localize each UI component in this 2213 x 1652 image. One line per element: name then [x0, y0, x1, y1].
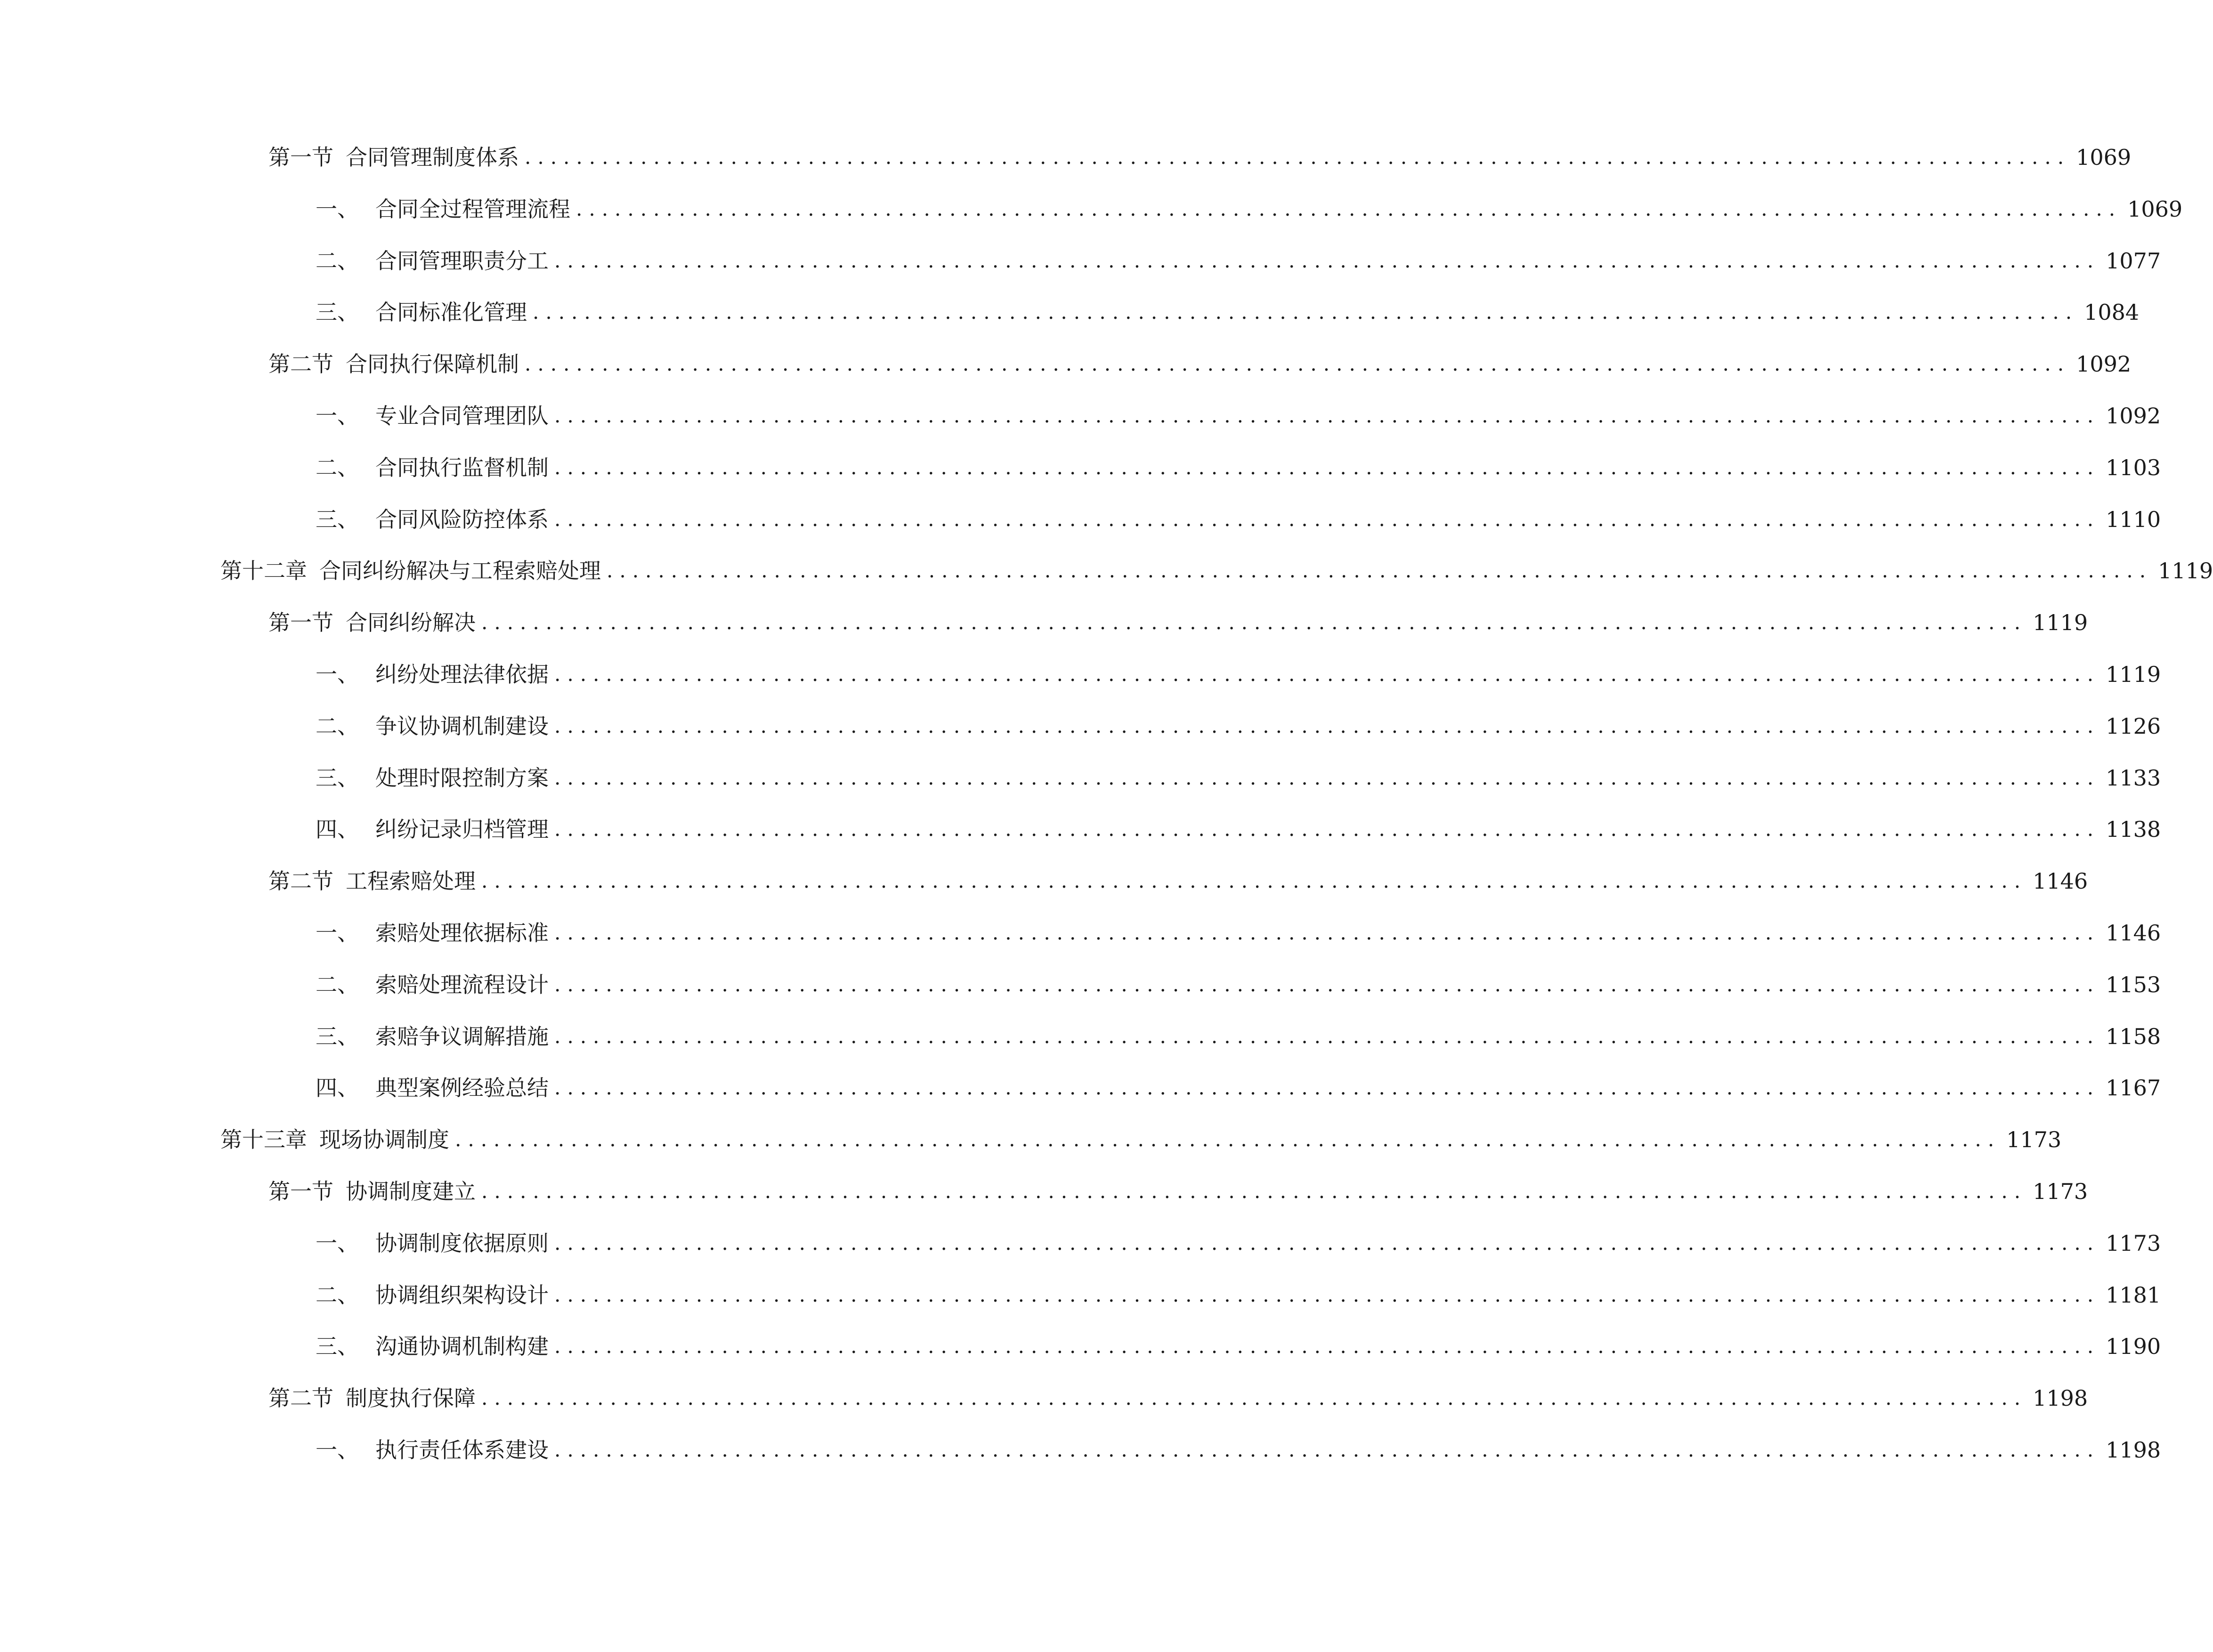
- toc-page-number: 1173: [2033, 1179, 2088, 1204]
- toc-dot-leader: ........................................................................................................................: [554, 663, 2100, 686]
- toc-entry-title: 纠纷记录归档管理: [375, 817, 549, 842]
- toc-entry-title: 专业合同管理团队: [375, 403, 549, 429]
- toc-entry-title: 合同全过程管理流程: [375, 196, 570, 222]
- toc-entry-title: 典型案例经验总结: [375, 1075, 549, 1101]
- toc-entry-number: 一、: [316, 662, 359, 687]
- toc-entry[interactable]: [316, 395, 2161, 437]
- toc-dot-leader: ........................................................................................................................: [554, 1076, 2100, 1100]
- toc-entry[interactable]: [268, 860, 2088, 902]
- toc-entry-number: 二、: [316, 972, 359, 997]
- toc-dot-leader: ........................................................................................................................: [554, 507, 2100, 531]
- toc-entry[interactable]: [316, 808, 2161, 850]
- toc-entry-title: 协调组织架构设计: [375, 1282, 549, 1308]
- toc-entry-number: 三、: [316, 1334, 359, 1360]
- toc-entry[interactable]: [316, 188, 2183, 230]
- toc-dot-leader: ........................................................................................................................: [554, 1438, 2100, 1461]
- toc-page-number: 1190: [2106, 1334, 2161, 1360]
- toc-entry-title: 纠纷处理法律依据: [375, 662, 549, 687]
- toc-page-number: 1181: [2106, 1282, 2161, 1308]
- toc-entry-title: 协调制度建立: [346, 1179, 476, 1204]
- toc-page-number: 1092: [2106, 403, 2161, 429]
- toc-entry-title: 沟通协调机制构建: [375, 1334, 549, 1360]
- toc-entry-number: 二、: [316, 248, 359, 274]
- toc-entry-title: 协调制度依据原则: [375, 1230, 549, 1256]
- toc-entry[interactable]: [316, 1067, 2161, 1109]
- toc-entry[interactable]: [316, 653, 2161, 696]
- toc-entry[interactable]: [316, 291, 2140, 333]
- toc-entry-title: 索赔争议调解措施: [375, 1023, 549, 1049]
- toc-dot-leader: ........................................................................................................................: [455, 1128, 2001, 1151]
- toc-page-number: 1092: [2076, 351, 2132, 377]
- toc-entry-title: 合同执行保障机制: [346, 351, 519, 377]
- toc-dot-leader: ........................................................................................................................: [554, 818, 2100, 841]
- toc-dot-leader: ........................................................................................................................: [554, 1231, 2100, 1255]
- toc-entry-title: 争议协调机制建设: [375, 713, 549, 739]
- toc-entry-number: 四、: [316, 1075, 359, 1101]
- toc-entry[interactable]: [268, 136, 2132, 178]
- toc-entry-title: 合同执行监督机制: [375, 454, 549, 480]
- toc-entry[interactable]: [316, 446, 2161, 489]
- toc-entry-number: 三、: [316, 765, 359, 791]
- toc-dot-leader: ........................................................................................................................: [554, 766, 2100, 789]
- toc-dot-leader: ........................................................................................................................: [481, 611, 2027, 634]
- toc-dot-leader: ........................................................................................................................: [554, 972, 2100, 996]
- toc-entry[interactable]: [316, 240, 2161, 282]
- toc-entry[interactable]: [316, 912, 2161, 954]
- toc-entry[interactable]: [316, 1325, 2161, 1368]
- toc-page-number: 1084: [2084, 300, 2140, 325]
- toc-dot-leader: ........................................................................................................................: [554, 1283, 2100, 1306]
- toc-entry[interactable]: [268, 601, 2088, 644]
- toc-page-number: 1198: [2106, 1437, 2161, 1463]
- toc-page-number: 1146: [2033, 868, 2088, 894]
- toc-entry-title: 制度执行保障: [346, 1385, 476, 1411]
- toc-entry-title: 合同标准化管理: [375, 300, 527, 325]
- toc-page-number: 1110: [2106, 506, 2161, 532]
- toc-dot-leader: ........................................................................................................................: [554, 921, 2100, 944]
- toc-entry-title: 索赔处理流程设计: [375, 972, 549, 997]
- toc-entry-title: 合同纠纷解决: [346, 610, 476, 636]
- toc-entry[interactable]: [220, 1118, 2062, 1161]
- toc-dot-leader: ........................................................................................................................: [525, 352, 2071, 376]
- toc-entry[interactable]: [268, 343, 2132, 385]
- toc-page-number: 1158: [2106, 1023, 2161, 1049]
- toc-page-number: 1119: [2106, 662, 2161, 687]
- toc-entry-number: 一、: [316, 196, 359, 222]
- toc-dot-leader: ........................................................................................................................: [481, 869, 2027, 893]
- toc-entry-title: 合同纠纷解决与工程索赔处理: [319, 558, 601, 584]
- toc-dot-leader: ........................................................................................................................: [481, 1386, 2027, 1410]
- toc-entry-number: 第二节: [268, 1385, 333, 1411]
- toc-page-number: 1146: [2106, 920, 2161, 946]
- toc-entry-number: 三、: [316, 506, 359, 532]
- toc-entry[interactable]: [316, 1429, 2161, 1471]
- toc-page-number: 1173: [2106, 1230, 2161, 1256]
- toc-entry-title: 合同管理制度体系: [346, 145, 519, 170]
- toc-entry[interactable]: [268, 1377, 2088, 1419]
- toc-dot-leader: ........................................................................................................................: [481, 1180, 2027, 1203]
- toc-entry-number: 第二节: [268, 351, 333, 377]
- toc-entry[interactable]: [316, 1015, 2161, 1058]
- toc-entry[interactable]: [316, 757, 2161, 799]
- toc-entry-number: 三、: [316, 1023, 359, 1049]
- toc-entry-number: 二、: [316, 454, 359, 480]
- toc-entry-number: 一、: [316, 403, 359, 429]
- toc-page-number: 1198: [2033, 1385, 2088, 1411]
- toc-page-number: 1153: [2106, 972, 2161, 997]
- toc-entry-number: 第一节: [268, 1179, 333, 1204]
- toc-dot-leader: ........................................................................................................................: [554, 249, 2100, 272]
- toc-dot-leader: ........................................................................................................................: [554, 1024, 2100, 1048]
- toc-entry-number: 三、: [316, 300, 359, 325]
- toc-entry-number: 第十二章: [220, 558, 307, 584]
- toc-entry[interactable]: [316, 1274, 2161, 1316]
- toc-dot-leader: ........................................................................................................................: [525, 146, 2071, 169]
- toc-entry-number: 一、: [316, 1230, 359, 1256]
- toc-page-number: 1167: [2106, 1075, 2161, 1101]
- toc-entry-number: 第十三章: [220, 1127, 307, 1153]
- toc-entry-number: 第一节: [268, 145, 333, 170]
- toc-page-number: 1069: [2076, 145, 2132, 170]
- toc-entry-number: 二、: [316, 713, 359, 739]
- toc-page-number: 1119: [2158, 558, 2213, 584]
- toc-page-number: 1077: [2106, 248, 2161, 274]
- toc-entry[interactable]: [316, 964, 2161, 1006]
- toc-entry-number: 第二节: [268, 868, 333, 894]
- toc-page-number: 1138: [2106, 817, 2161, 842]
- toc-entry-title: 合同管理职责分工: [375, 248, 549, 274]
- toc-dot-leader: ........................................................................................................................: [607, 559, 2153, 583]
- toc-entry-number: 四、: [316, 817, 359, 842]
- toc-entry-number: 一、: [316, 1437, 359, 1463]
- toc-entry-number: 第一节: [268, 610, 333, 636]
- toc-page-number: 1119: [2033, 610, 2088, 636]
- toc-entry-title: 现场协调制度: [319, 1127, 449, 1153]
- toc-page-number: 1173: [2006, 1127, 2062, 1153]
- toc-dot-leader: ........................................................................................................................: [554, 404, 2100, 427]
- toc-entry[interactable]: [316, 1222, 2161, 1264]
- toc-dot-leader: ........................................................................................................................: [554, 455, 2100, 479]
- toc-entry[interactable]: [316, 705, 2161, 747]
- toc-entry-title: 索赔处理依据标准: [375, 920, 549, 946]
- toc-dot-leader: ........................................................................................................................: [576, 197, 2122, 220]
- toc-dot-leader: ........................................................................................................................: [554, 1335, 2100, 1358]
- toc-entry-number: 一、: [316, 920, 359, 946]
- toc-page-number: 1133: [2106, 765, 2161, 791]
- toc-entry-number: 二、: [316, 1282, 359, 1308]
- toc-entry-title: 合同风险防控体系: [375, 506, 549, 532]
- toc-entry-title: 执行责任体系建设: [375, 1437, 549, 1463]
- toc-entry[interactable]: [316, 498, 2161, 541]
- toc-page-number: 1103: [2106, 454, 2161, 480]
- toc-entry-title: 工程索赔处理: [346, 868, 476, 894]
- toc-page-number: 1126: [2106, 713, 2161, 739]
- toc-dot-leader: ........................................................................................................................: [533, 300, 2079, 324]
- toc-entry-title: 处理时限控制方案: [375, 765, 549, 791]
- toc-entry[interactable]: [220, 550, 2213, 592]
- toc-entry[interactable]: [268, 1170, 2088, 1213]
- toc-page-number: 1069: [2127, 196, 2183, 222]
- toc-dot-leader: ........................................................................................................................: [554, 714, 2100, 737]
